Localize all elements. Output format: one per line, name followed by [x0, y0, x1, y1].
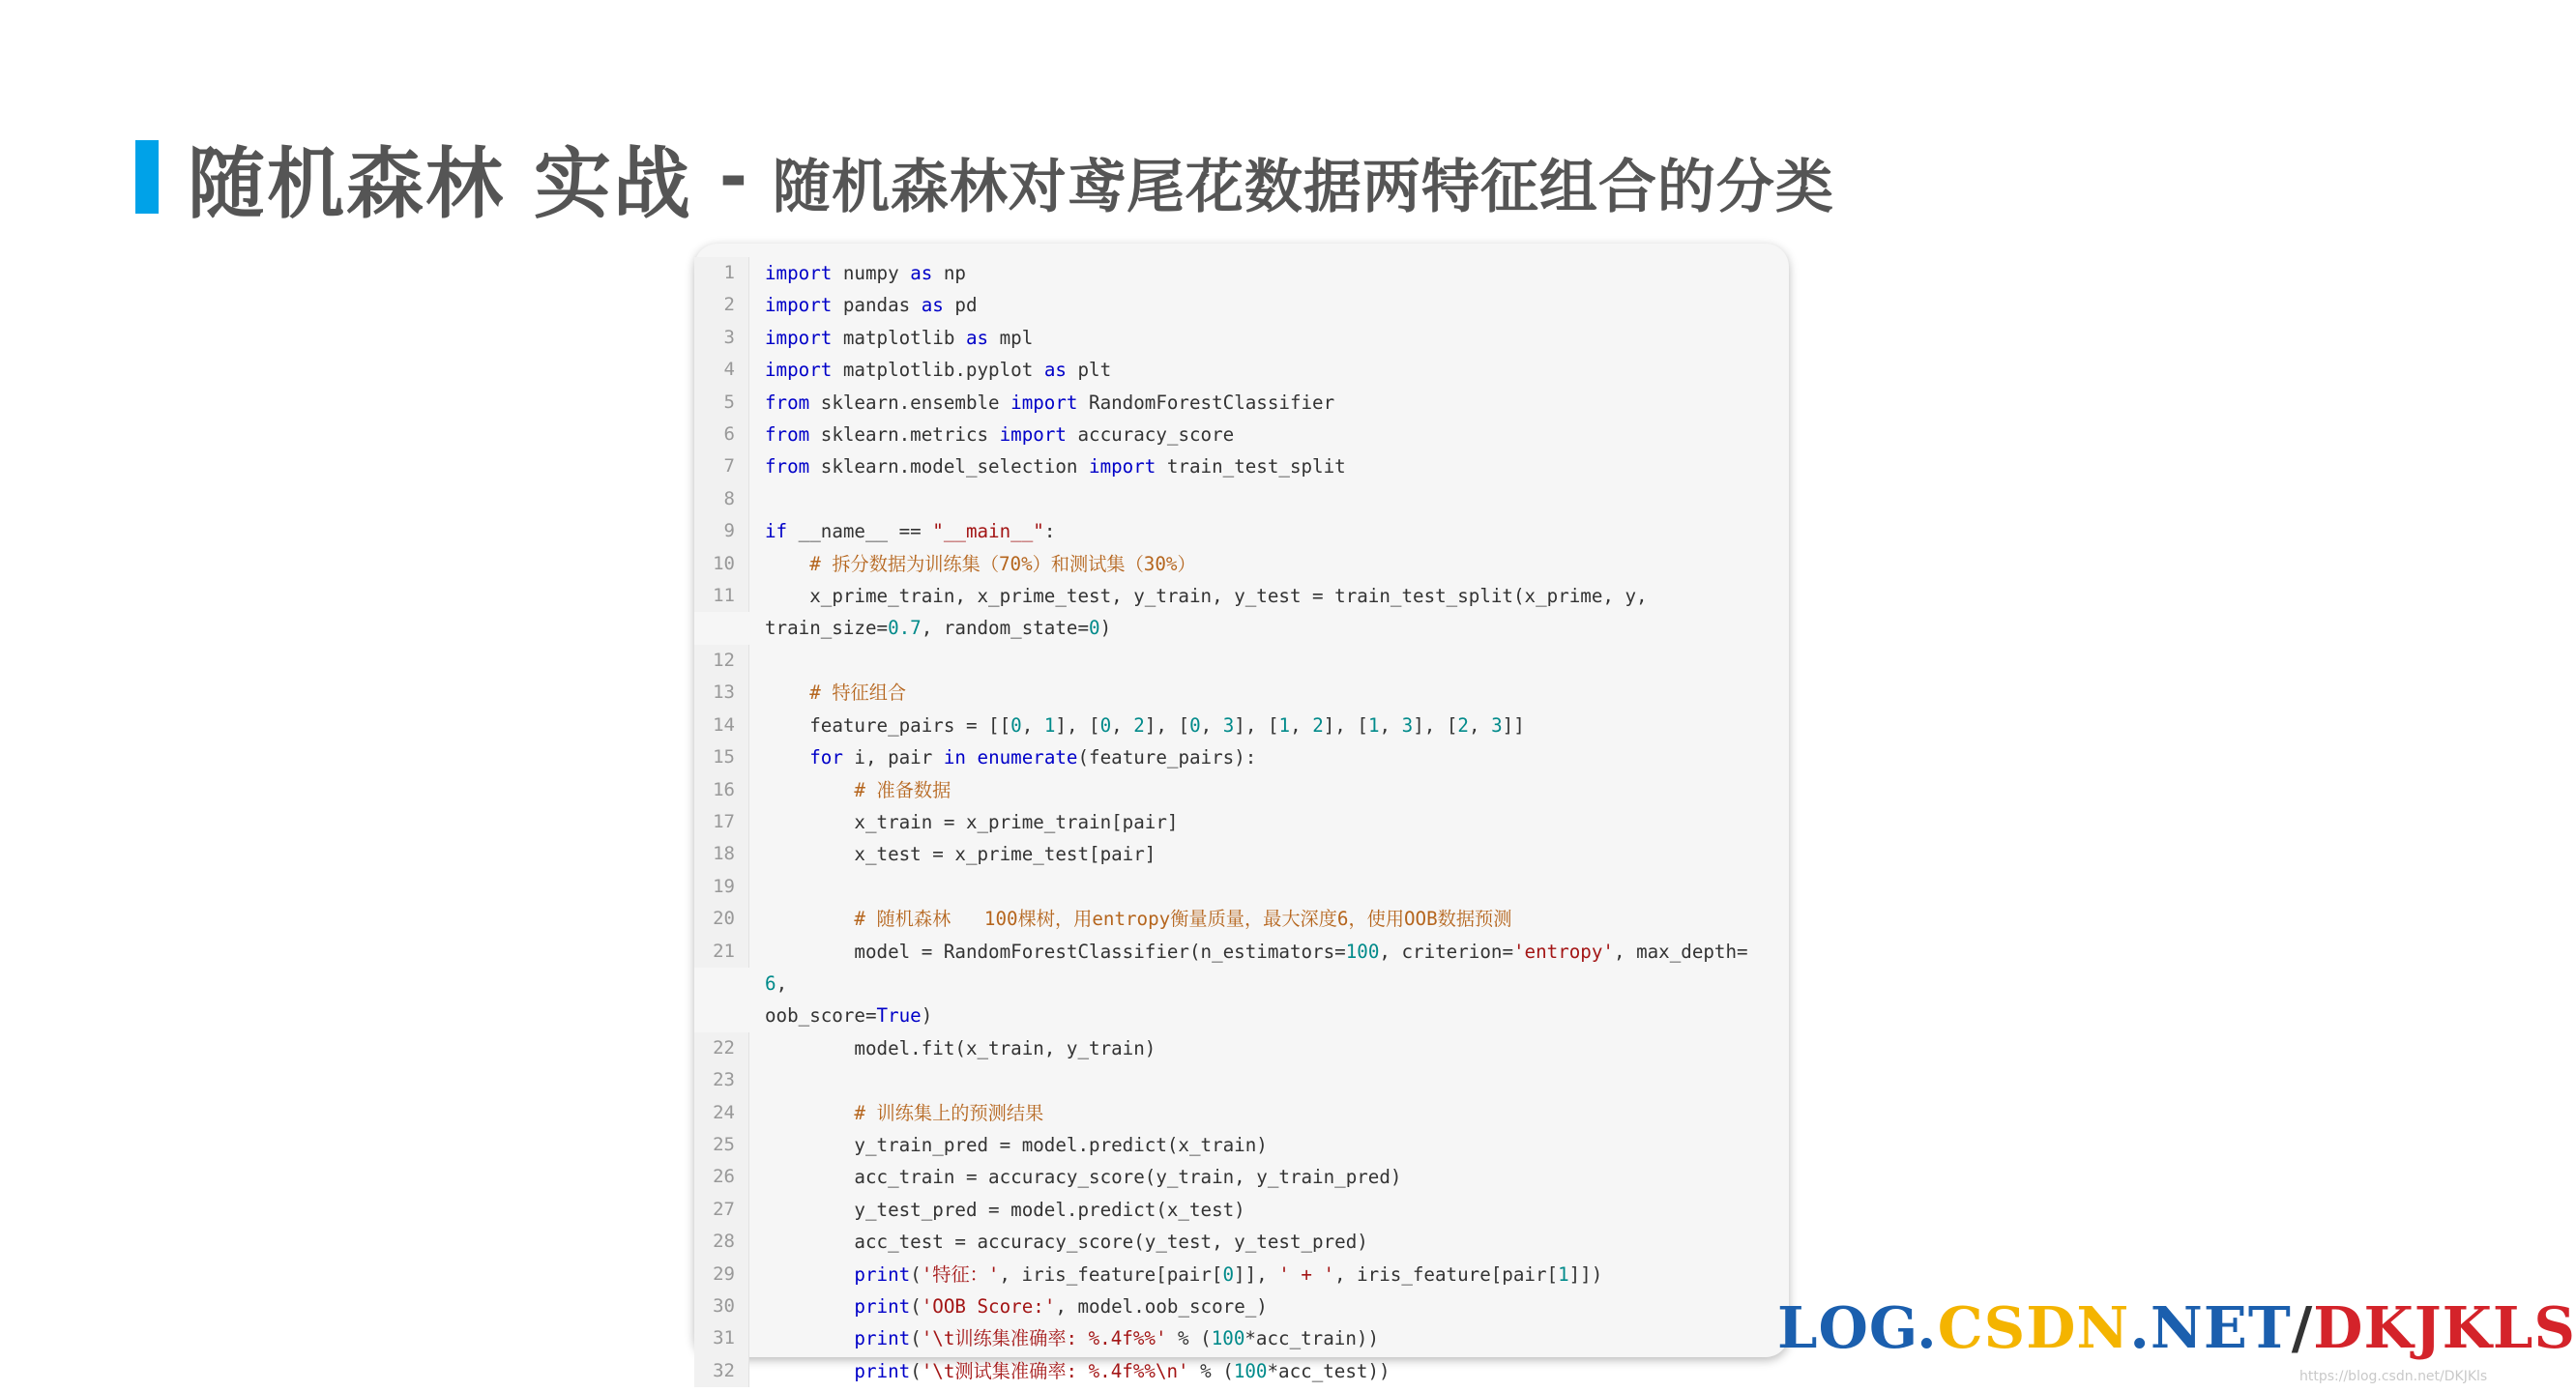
- code-token: 6: [765, 972, 776, 995]
- code-token: np: [932, 262, 966, 284]
- code-line: [694, 483, 1789, 515]
- code-token: model.fit(x_train, y_train): [765, 1036, 1156, 1059]
- code-text: [749, 741, 1789, 773]
- code-token: *acc_test)): [1267, 1359, 1390, 1382]
- code-token: 0: [1010, 713, 1022, 737]
- code-token: 0.7: [888, 617, 922, 640]
- code-token: [765, 1295, 854, 1318]
- line-number: 4: [694, 354, 749, 386]
- code-token: 2: [1457, 713, 1469, 737]
- code-text: [749, 710, 1789, 741]
- code-token: import: [765, 326, 833, 349]
- code-token: 3: [1222, 713, 1235, 737]
- line-number: 24: [694, 1097, 749, 1129]
- line-number: 17: [694, 806, 749, 838]
- code-token: in: [943, 746, 966, 769]
- code-token: __name__ ==: [787, 520, 933, 543]
- code-token: True: [876, 1004, 922, 1028]
- line-number: 19: [694, 871, 749, 903]
- code-text: [749, 483, 1789, 515]
- code-token: train_test_split: [1156, 455, 1346, 478]
- code-token: if: [765, 520, 788, 543]
- line-number: 12: [694, 645, 749, 677]
- code-token: ): [921, 1004, 933, 1028]
- code-token: as: [910, 262, 933, 284]
- code-token: ,: [1379, 713, 1402, 737]
- code-token: # 特征组合: [809, 682, 907, 705]
- code-line: [694, 515, 1789, 547]
- code-token: x_test = x_prime_test[pair]: [765, 843, 1156, 866]
- line-number: 13: [694, 677, 749, 709]
- code-token: (feature_pairs):: [1077, 746, 1257, 769]
- code-token: # 准备数据: [854, 778, 951, 801]
- code-token: as: [921, 294, 944, 317]
- code-text: [749, 645, 1789, 677]
- line-number: 7: [694, 450, 749, 482]
- line-number: 32: [694, 1355, 749, 1387]
- line-number: 28: [694, 1226, 749, 1258]
- code-token: # 训练集上的预测结果: [854, 1101, 1044, 1124]
- code-token: ], [: [1144, 713, 1190, 737]
- code-text: [749, 838, 1789, 870]
- line-number: 16: [694, 774, 749, 806]
- code-text: [749, 806, 1789, 838]
- code-token: ' + ': [1278, 1262, 1335, 1286]
- code-line: [694, 806, 1789, 838]
- code-token: pandas: [832, 294, 922, 317]
- code-token: , oob_score=: [765, 972, 877, 1028]
- code-token: mpl: [988, 326, 1034, 349]
- code-token: , criterion=: [1379, 940, 1513, 963]
- code-text: [749, 387, 1789, 419]
- code-line: [694, 289, 1789, 321]
- code-token: 0: [1099, 713, 1112, 737]
- code-line: [694, 1194, 1789, 1226]
- watermark-part: .NET: [2129, 1293, 2292, 1361]
- code-token: ,: [1021, 713, 1044, 737]
- code-line: [694, 387, 1789, 419]
- code-text: [749, 322, 1789, 354]
- code-token: matplotlib: [832, 326, 966, 349]
- line-number: 3: [694, 322, 749, 354]
- code-token: enumerate: [977, 746, 1078, 769]
- code-token: 1: [1043, 713, 1056, 737]
- code-token: 'entropy': [1513, 940, 1614, 963]
- code-token: 'OOB Score:': [921, 1295, 1056, 1318]
- code-line: [694, 322, 1789, 354]
- code-text: [749, 871, 1789, 903]
- code-token: import: [999, 423, 1067, 447]
- line-number: 27: [694, 1194, 749, 1226]
- code-token: print: [854, 1262, 911, 1286]
- title-accent-bar: [135, 140, 159, 214]
- code-token: ], [: [1323, 713, 1368, 737]
- line-number: 6: [694, 419, 749, 450]
- code-token: ,: [1290, 713, 1313, 737]
- code-token: for: [809, 746, 843, 769]
- code-line: [694, 1226, 1789, 1258]
- code-token: ,: [1111, 713, 1134, 737]
- code-token: 1: [1558, 1262, 1569, 1286]
- code-token: print: [854, 1295, 911, 1318]
- code-token: [765, 779, 854, 801]
- code-line: [694, 548, 1789, 580]
- code-token: feature_pairs = [[: [765, 713, 1011, 737]
- line-number: 10: [694, 548, 749, 580]
- code-line: [694, 1032, 1789, 1064]
- code-token: pd: [943, 294, 978, 317]
- title-subtitle: 随机森林对鸢尾花数据两特征组合的分类: [772, 154, 1834, 221]
- code-token: 3: [1401, 713, 1414, 737]
- code-token: [765, 1102, 854, 1124]
- code-token: y_train_pred = model.predict(x_train): [765, 1133, 1268, 1156]
- code-line: [694, 1290, 1789, 1322]
- code-text: [749, 1032, 1789, 1064]
- code-token: plt: [1066, 359, 1112, 382]
- code-token: ]],: [1234, 1262, 1279, 1286]
- code-token: (: [910, 1262, 922, 1286]
- code-line: [694, 1322, 1789, 1354]
- code-line: [694, 871, 1789, 903]
- code-token: , iris_feature[pair[: [1334, 1262, 1559, 1286]
- code-token: 100: [1211, 1327, 1245, 1350]
- code-text: [749, 580, 1789, 645]
- code-token: import: [1010, 391, 1078, 414]
- code-line: [694, 774, 1789, 806]
- code-panel: [694, 244, 1789, 1382]
- code-token: 0: [1089, 617, 1100, 640]
- code-token: import: [765, 359, 833, 382]
- line-number: 23: [694, 1064, 749, 1096]
- code-token: , model.oob_score_): [1055, 1295, 1268, 1318]
- line-number: 25: [694, 1129, 749, 1161]
- code-line: [694, 936, 1789, 1032]
- code-token: ], [: [1413, 713, 1458, 737]
- code-token: *acc_train)): [1244, 1327, 1379, 1350]
- code-line: [694, 1355, 1789, 1387]
- code-token: import: [1089, 455, 1156, 478]
- code-token: ]]): [1568, 1262, 1603, 1286]
- code-token: [765, 682, 809, 704]
- code-token: ): [1099, 617, 1112, 640]
- code-text: [749, 1322, 1789, 1354]
- code-token: i, pair: [842, 746, 944, 769]
- blog-watermark: [1777, 1284, 2576, 1371]
- line-number: 30: [694, 1290, 749, 1322]
- code-token: # 拆分数据为训练集（70%）和测试集（30%）: [809, 552, 1196, 575]
- code-line: [694, 419, 1789, 450]
- line-number: 26: [694, 1161, 749, 1193]
- code-token: [765, 1360, 854, 1382]
- code-token: 3: [1491, 713, 1503, 737]
- code-token: sklearn.model_selection: [809, 455, 1090, 478]
- code-token: sklearn.metrics: [809, 423, 1000, 447]
- watermark-part: LOG.: [1777, 1293, 1938, 1361]
- code-text: [749, 548, 1789, 580]
- code-token: 2: [1133, 713, 1145, 737]
- code-token: import: [765, 262, 833, 284]
- line-number: 22: [694, 1032, 749, 1064]
- code-token: '\t测试集准确率: %.4f%%\n': [921, 1359, 1189, 1382]
- line-number: 21: [694, 936, 749, 968]
- line-number: 9: [694, 515, 749, 547]
- code-line: [694, 450, 1789, 482]
- code-text: [749, 289, 1789, 321]
- code-token: print: [854, 1327, 911, 1350]
- code-text: [749, 1226, 1789, 1258]
- code-token: acc_train = accuracy_score(y_train, y_train_pred): [765, 1166, 1402, 1189]
- code-text: [749, 1194, 1789, 1226]
- line-number: 29: [694, 1259, 749, 1290]
- code-token: y_test_pred = model.predict(x_test): [765, 1198, 1245, 1221]
- watermark-part: DKJKLS: [2313, 1293, 2576, 1361]
- code-token: ,: [1468, 713, 1492, 737]
- code-token: % (: [1188, 1359, 1234, 1382]
- code-line: [694, 354, 1789, 386]
- code-token: [765, 1327, 854, 1349]
- title-main: 随机森林 实战: [188, 138, 692, 229]
- code-token: [765, 908, 854, 930]
- code-token: from: [765, 391, 810, 414]
- line-number: 8: [694, 483, 749, 515]
- code-text: [749, 515, 1789, 547]
- code-token: # 随机森林 100棵树，用entropy衡量质量，最大深度6，使用OOB数据预测: [854, 908, 1512, 931]
- watermark-part: CSDN: [1937, 1293, 2130, 1361]
- code-token: x_prime_train, x_prime_test, y_train, y_test = train_test_split(x_prime, y, train_size=: [765, 585, 1648, 640]
- watermark-credit: https://blog.csdn.net/DKJKls: [2299, 1369, 2488, 1384]
- code-token: accuracy_score: [1066, 423, 1235, 447]
- code-text: [749, 677, 1789, 709]
- code-token: RandomForestClassifier: [1077, 391, 1335, 414]
- code-text: [749, 257, 1789, 289]
- code-token: , random_state=: [921, 617, 1090, 640]
- code-token: 1: [1367, 713, 1380, 737]
- code-text: [749, 1097, 1789, 1129]
- code-text: [749, 774, 1789, 806]
- code-token: ], [: [1234, 713, 1279, 737]
- code-token: 0: [1189, 713, 1201, 737]
- code-token: sklearn.ensemble: [809, 391, 1011, 414]
- code-token: 1: [1278, 713, 1291, 737]
- code-token: 2: [1312, 713, 1324, 737]
- code-token: 100: [1233, 1359, 1268, 1382]
- code-token: as: [965, 326, 989, 349]
- code-text: [749, 1161, 1789, 1193]
- code-token: numpy: [832, 262, 911, 284]
- code-token: as: [1043, 359, 1067, 382]
- code-text: [749, 354, 1789, 386]
- line-number: 5: [694, 387, 749, 419]
- slide-title: [135, 124, 1834, 230]
- code-token: (: [910, 1327, 922, 1350]
- line-number: 31: [694, 1322, 749, 1354]
- code-token: matplotlib.pyplot: [832, 359, 1044, 382]
- code-line: [694, 1161, 1789, 1193]
- line-number: 1: [694, 257, 749, 289]
- code-token: [765, 1263, 854, 1286]
- code-token: from: [765, 423, 810, 447]
- title-dash: -: [718, 137, 747, 217]
- code-line: [694, 838, 1789, 870]
- line-number: 2: [694, 289, 749, 321]
- code-line: [694, 1259, 1789, 1290]
- code-text: [749, 903, 1789, 935]
- code-line: [694, 903, 1789, 935]
- code-line: [694, 1064, 1789, 1096]
- code-token: '特征：': [921, 1262, 1000, 1286]
- code-token: % (: [1166, 1327, 1212, 1350]
- code-token: (: [910, 1295, 922, 1318]
- code-token: 0: [1222, 1262, 1235, 1286]
- code-line: [694, 710, 1789, 741]
- code-token: (: [910, 1359, 922, 1382]
- code-token: , max_depth=: [1613, 940, 1748, 963]
- code-lines: [694, 257, 1789, 1387]
- code-token: ], [: [1055, 713, 1100, 737]
- code-token: import: [765, 294, 833, 317]
- code-token: 100: [1345, 940, 1380, 963]
- code-line: [694, 1129, 1789, 1161]
- code-token: "__main__": [932, 520, 1044, 543]
- watermark-part: /: [2291, 1293, 2314, 1361]
- code-text: [749, 1259, 1789, 1290]
- code-text: [749, 1290, 1789, 1322]
- code-token: [765, 746, 809, 768]
- line-number: 11: [694, 580, 749, 612]
- code-line: [694, 1097, 1789, 1129]
- line-number: 20: [694, 903, 749, 935]
- code-line: [694, 741, 1789, 773]
- code-text: [749, 1129, 1789, 1161]
- code-line: [694, 645, 1789, 677]
- code-text: [749, 1064, 1789, 1096]
- code-token: [966, 746, 978, 768]
- line-number: 18: [694, 838, 749, 870]
- code-text: [749, 419, 1789, 450]
- line-number: 14: [694, 710, 749, 741]
- code-text: [749, 1355, 1789, 1387]
- code-text: [749, 936, 1789, 1032]
- code-token: , iris_feature[pair[: [999, 1262, 1223, 1286]
- code-token: acc_test = accuracy_score(y_test, y_test_pred): [765, 1231, 1368, 1254]
- code-line: [694, 580, 1789, 645]
- code-token: ]]: [1502, 713, 1525, 737]
- code-token: ,: [1200, 713, 1223, 737]
- code-token: [765, 553, 809, 575]
- code-token: :: [1043, 520, 1056, 543]
- code-text: [749, 450, 1789, 482]
- code-token: from: [765, 455, 810, 478]
- code-line: [694, 677, 1789, 709]
- code-line: [694, 257, 1789, 289]
- code-token: '\t训练集准确率: %.4f%%': [921, 1327, 1167, 1350]
- code-token: x_train = x_prime_train[pair]: [765, 810, 1179, 833]
- line-number: 15: [694, 741, 749, 773]
- code-token: print: [854, 1359, 911, 1382]
- code-token: model = RandomForestClassifier(n_estimators=: [765, 940, 1346, 963]
